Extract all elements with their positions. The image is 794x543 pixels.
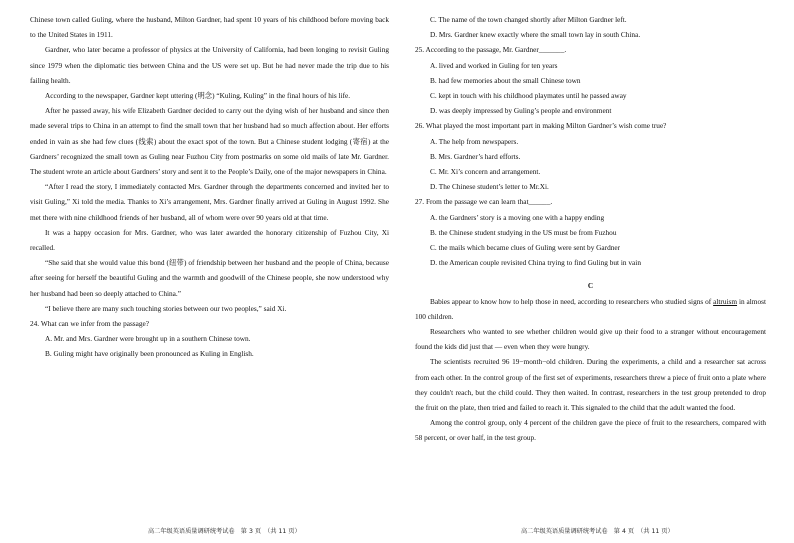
- passage-b-continued: [30, 12, 389, 362]
- question-27-option-b: B. the Chinese student studying in the US must be from Fuzhou: [430, 227, 617, 237]
- question-25-option-b: B. had few memories about the small Chinese town: [430, 75, 581, 85]
- passage-paragraph: “She said that she would value this bond (纽带) of friendship between her husband and the people of China, because after seeing for herself the beautiful Guling and the warmth and goodwill of the Chinese people, she now understood why her husband had been so deeply attached to China.”: [30, 258, 389, 298]
- passage-paragraph: Among the control group, only 4 percent of the children gave the piece of fruit to the researchers, compared with 58 percent, or over half, in the test group.: [415, 418, 766, 443]
- passage-paragraph: “I believe there are many such touching stories between our two peoples,” said Xi.: [45, 303, 287, 313]
- question-26-stem: 26. What played the most important part in making Milton Gardner’s wish come true?: [415, 121, 667, 131]
- question-24-option-d: D. Mrs. Gardner knew exactly where the small town lay in south China.: [430, 30, 641, 40]
- passage-paragraph: The scientists recruited 96 19−month−old children. During the experiments, a child and a researcher sat across from each other. In the control group of the first set of experiments, researchers threw a piece of fruit onto a plate where they couldn't reach, but the child could. They then waited. In contrast, researchers in the test group pretended to drop the fruit on the plate, then tried and failed to reach it. This signaled to the child that the adult wanted the food.: [415, 357, 766, 413]
- question-24-option-c: C. The name of the town changed shortly after Milton Gardner left.: [430, 15, 627, 24]
- passage-text: in almost 100 children.: [415, 296, 766, 321]
- passage-paragraph: After he passed away, his wife Elizabeth Gardner decided to carry out the dying wish of her husband and since then made several trips to China in an attempt to find the small town that her husband had so much affection about. Her efforts ended in vain as she had few clues (线索) about the exact spot of the town. But a Chinese student lodging (寄宿) at the Gardners’ recognized the small town as Guling near Fuzhou City from postmarks on some old mails of late Mr. Gardner. The student wrote an article about Gardners’ story and sent it to the People’s Daily, one of the major newspapers in China.: [30, 106, 389, 177]
- question-24-stem: 24. What can we infer from the passage?: [30, 319, 149, 329]
- passage-text: Babies appear to know how to help those in need, according to researchers who studied signs of: [430, 296, 714, 306]
- question-25-option-d: D. was deeply impressed by Guling’s people and environment: [430, 106, 612, 116]
- question-26-option-d: D. The Chinese student’s letter to Mr.Xi.: [430, 182, 549, 192]
- questions-and-passage-c: [415, 12, 766, 446]
- question-26-option-c: C. Mr. Xi’s concern and arrangement.: [430, 167, 541, 177]
- question-27-option-c: C. the mails which became clues of Guling were sent by Gardner: [430, 243, 621, 253]
- question-26-option-a: A. The help from newspapers.: [430, 136, 519, 146]
- passage-paragraph: Chinese town called Guling, where the husband, Milton Gardner, had spent 10 years of his childhood before moving back to the United States in 1911.: [30, 15, 389, 40]
- passage-paragraph: “After I read the story, I immediately contacted Mrs. Gardner through the departments concerned and invited her to visit Guling,” Xi told the media. Thanks to Xi’s arrangement, Mrs. Gardner finally arrived at Guling in August 1992. She met there with nine childhood friends of her husband, all of whom were over 90 years old at that time.: [30, 182, 389, 222]
- question-24-option-b: B. Guling might have originally been pronounced as Kuling in English.: [45, 349, 254, 359]
- passage-c-paragraph-1: [415, 294, 766, 324]
- question-27-stem: 27. From the passage we can learn that______.: [415, 197, 553, 207]
- page-footer-left: 高二年级英语质量调研统考试卷 第 3 页 （共 11 页）: [148, 528, 301, 535]
- question-26-option-b: B. Mrs. Gardner’s hard efforts.: [430, 151, 521, 161]
- passage-paragraph: Gardner, who later became a professor of physics at the University of California, had been longing to revisit Guling since 1979 when the diplomatic ties between China and the US were set up. But he had never made the trip due to his failing health.: [30, 45, 389, 85]
- question-25-stem: 25. According to the passage, Mr. Gardner_______.: [415, 45, 567, 55]
- passage-paragraph: It was a happy occasion for Mrs. Gardner, who was later awarded the honorary citizenship of Fuzhou City, Xi recalled.: [30, 227, 389, 253]
- passage-paragraph: According to the newspaper, Gardner kept uttering (明念) “Kuling, Kuling” in the final hours of his life.: [45, 91, 351, 101]
- question-27-option-d: D. the American couple revisited China trying to find Guling but in vain: [430, 258, 641, 268]
- section-c-heading: C: [587, 281, 594, 291]
- passage-paragraph: Researchers who wanted to see whether children would give up their food to a stranger without encouragement found the kids did just that — even when they were hungry.: [415, 327, 766, 352]
- question-27-option-a: A. the Gardners’ story is a moving one with a happy ending: [430, 212, 605, 222]
- underlined-word: altruism: [713, 296, 738, 306]
- page-footer-right: 高二年级英语质量调研统考试卷 第 4 页 （共 11 页）: [521, 528, 674, 535]
- question-25-option-c: C. kept in touch with his childhood playmates until he passed away: [430, 91, 627, 101]
- question-24-option-a: A. Mr. and Mrs. Gardner were brought up in a southern Chinese town.: [45, 334, 251, 344]
- question-25-option-a: A. lived and worked in Guling for ten years: [430, 60, 558, 70]
- right-page: [397, 0, 794, 543]
